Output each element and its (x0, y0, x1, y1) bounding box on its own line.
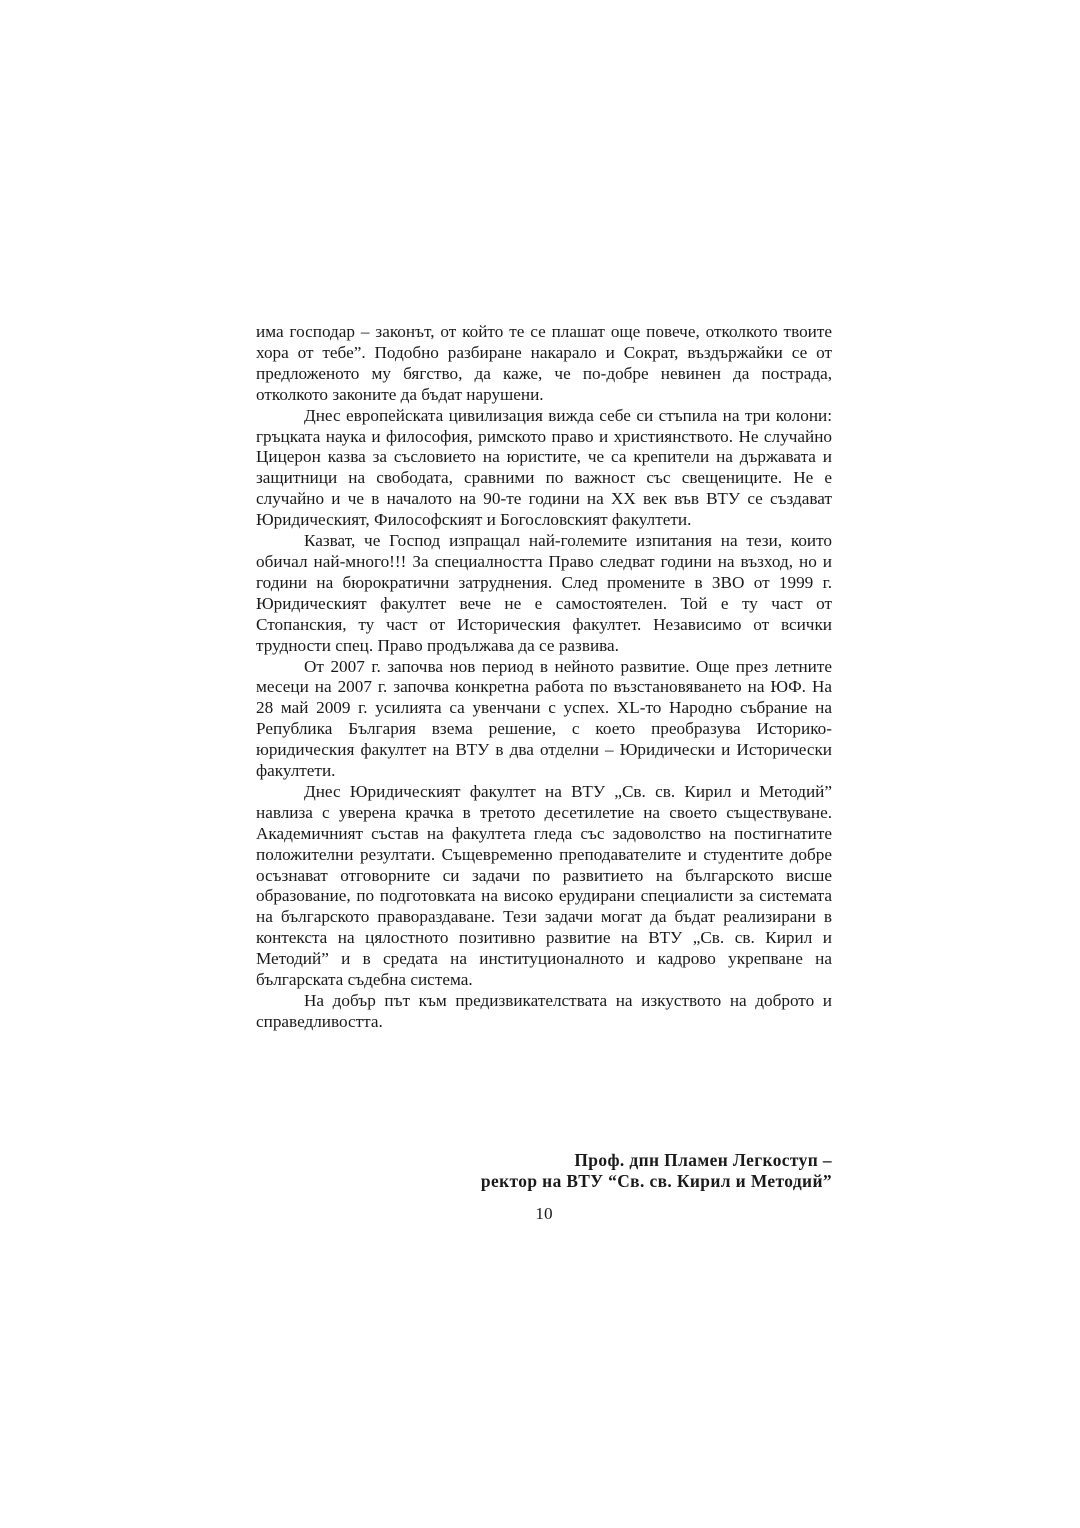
paragraph-trials: Казват, че Господ изпращал най-големите изпитания на тези, които обичал най-много!!! За специалността Право следват години на възход, но и години на бюрократични затруднения. След промените в ЗВО от 1999 г. Юридическият факултет вече не е самостоятелен. Той е ту част от Стопанския, ту част от Историческия факултет. Независимо от всички трудности спец. Право продължава да се развива. (256, 531, 832, 655)
paragraph-european-civilization: Днес европейската цивилизация вижда себе си стъпила на три колони: гръцката наука и философия, римското право и християнството. Не случайно Цицерон казва за съсловието на юристите, че са крепители на държавата и защитници на свободата, сравними по важност със свещениците. Не е случайно и че в началото на 90-те години на XX век във ВТУ се създават Юридическият, Философският и Богословският факултети. (256, 405, 832, 530)
paragraph-continuation: има господар – законът, от който те се плашат още повече, отколкото твоите хора от тебе”. Подобно разбиране накарало и Сократ, въздържайки се от предложеното му бягство, да каже, че по-добре невинен да пострада, отколкото законите да бъдат нарушени. (256, 322, 832, 404)
body-text (256, 322, 832, 1033)
paragraph-new-period: От 2007 г. започва нов период в нейното развитие. Още през летните месеци на 2007 г. започва конкретна работа по възстановяването на ЮФ. На 28 май 2009 г. усилията са увенчани с успех. XL-то Народно събрание на Република България взема решение, с което преобразува Историко-юридическия факултет на ВТУ в два отделни – Юридически и Исторически факултети. (256, 656, 832, 781)
paragraph-law-faculty-today: Днес Юридическият факултет на ВТУ „Св. св. Кирил и Методий” навлиза с уверена крачка в третото десетилетие на своето съществуване. Академичният състав на факултета гледа със задоволство на постигнатите положителни резултати. Същевременно преподавателите и студентите добре осъзнават отговорните си задачи по развитието на българското висше образование, по подготовката на високо ерудирани специалисти за системата на българското правораздаване. Тези задачи могат да бъдат реализирани в контекста на цялостното позитивно развитие на ВТУ „Св. св. Кирил и Методий” и в средата на институционалното и кадрово укрепване на българската съдебна система. (256, 781, 832, 990)
signature-name: Проф. дпн Пламен Легкоступ – (574, 1150, 832, 1170)
page-number: 10 (535, 1204, 553, 1223)
signature-title: ректор на ВТУ “Св. св. Кирил и Методий” (480, 1171, 832, 1191)
paragraph-closing-wish: На добър път към предизвикателствата на изкуството на доброто и справедливостта. (256, 991, 832, 1031)
signature-block (256, 1150, 832, 1192)
